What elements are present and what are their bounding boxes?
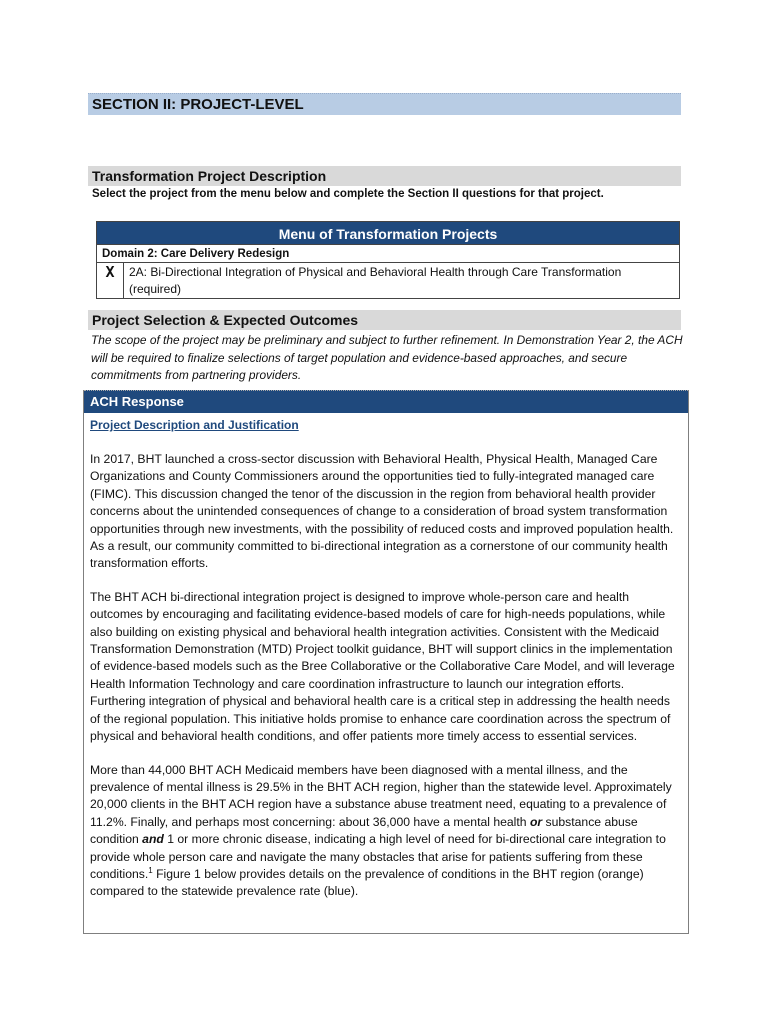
menu-domain-label: Domain 2: Care Delivery Redesign	[97, 244, 679, 263]
project-menu-table	[96, 221, 680, 299]
section-title: SECTION II: PROJECT-LEVEL	[88, 93, 681, 115]
justification-subheading: Project Description and Justification	[90, 418, 299, 432]
menu-project-text	[124, 263, 679, 298]
instruction-text: Select the project from the menu below and complete the Section II questions for that project.	[92, 188, 604, 200]
footnote-marker[interactable]: 1	[148, 865, 153, 875]
response-paragraph-1: In 2017, BHT launched a cross-sector discussion with Behavioral Health, Physical Health, Managed Care Organizations and County Commissioners around the opportunities tied to fully-integrated managed care (FIMC). This discussion changed the tenor of the discussion in the region from behavioral health provider concerns about the unintended consequences of change to a consideration of broad system transformation opportunities through new investments, with the possibility of reduced costs and improved population health. As a result, our community committed to bi-directional integration as a cornerstone of our community health transformation efforts.	[90, 452, 674, 571]
scope-note: The scope of the project may be preliminary and subject to further refinement. In Demonstration Year 2, the ACH will be required to finalize selections of target population and evidence-based approaches, and secure commitments from partnering providers.	[91, 333, 683, 383]
menu-project-row[interactable]	[97, 263, 679, 298]
ach-response-box	[83, 390, 689, 934]
selected-marker[interactable]: X	[97, 263, 124, 298]
ach-response-header: ACH Response	[84, 390, 688, 413]
project-selection-heading: Project Selection & Expected Outcomes	[88, 310, 681, 330]
project-required-note: (required)	[129, 282, 182, 296]
response-paragraph-3: More than 44,000 BHT ACH Medicaid members have been diagnosed with a mental illness, and the prevalence of mental illness is 29.5% in the BHT ACH region, higher than the statewide level. Approximately 20,000 clients in the BHT ACH region have a substance abuse treatment need, equating to a prevalence of 11.2%. Finally, and perhaps most concerning: about 36,000 have a mental health or substance abuse condition and 1 or more chronic disease, indicating a high level of need for bi-directional care integration to provide whole person care and navigate the many obstacles that arise for patients suffering from these conditions.$^1$ Figure 1 below provides details on the prevalence of conditions in the BHT region (orange) compared to the statewide prevalence rate (blue).	[90, 762, 672, 899]
ach-response-body[interactable]	[84, 416, 688, 901]
project-name: 2A: Bi-Directional Integration of Physical and Behavioral Health through Care Transformation	[129, 265, 622, 279]
response-paragraph-2: The BHT ACH bi-directional integration project is designed to improve whole-person care and health outcomes by encouraging and facilitating evidence-based models of care for high-needs populations, while also building on existing physical and behavioral health integration activities. Consistent with the Medicaid Transformation Demonstration (MTD) Project toolkit guidance, BHT will support clinics in the implementation of evidence-based models such as the Bree Collaborative or the Collaborative Care Model, and will leverage Health Information Technology and care coordination infrastructure to launch our integration efforts. Furthering integration of physical and behavioral health care is a critical step in addressing the health needs of the regional population. This initiative holds promise to enhance care coordination across the spectrum of physical and behavioral health conditions, and offer patients more timely access to essential services.	[90, 589, 675, 744]
menu-title: Menu of Transformation Projects	[97, 222, 679, 244]
project-description-heading: Transformation Project Description	[88, 166, 681, 186]
